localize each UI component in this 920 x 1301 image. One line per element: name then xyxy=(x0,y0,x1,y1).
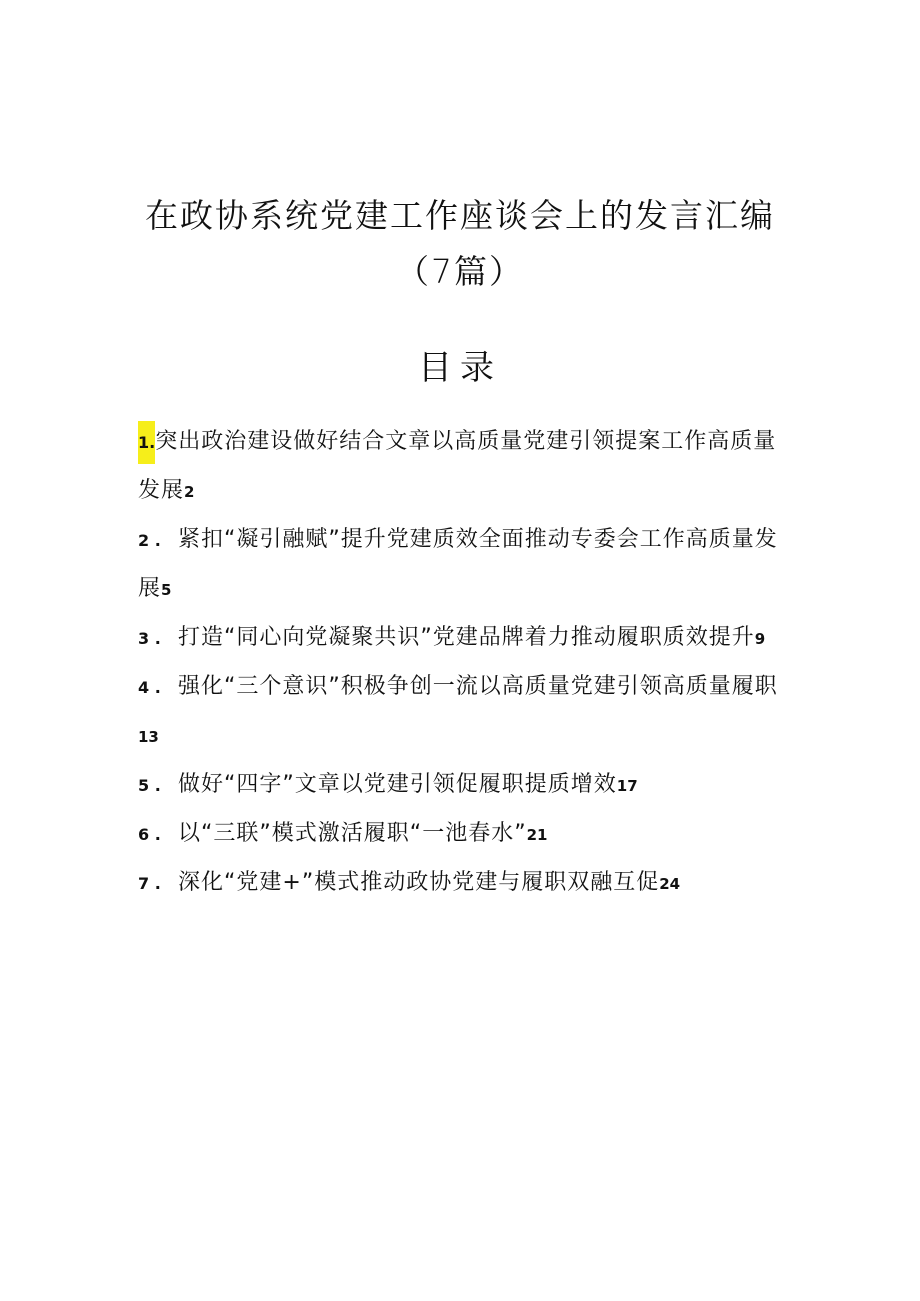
toc-item-text: 突出政治建设做好结合文章以高质量党建引领提案工作高质量发展 xyxy=(138,429,777,503)
toc-item-number: 4 . xyxy=(138,678,161,697)
toc-item-2[interactable] xyxy=(138,516,788,614)
toc-heading: 目录 xyxy=(418,348,502,388)
toc-item-text: 紧扣“凝引融赋”提升党建质效全面推动专委会工作高质量发展 xyxy=(138,527,778,601)
toc-item-text: 深化“党建+”模式推动政协党建与履职双融互促 xyxy=(178,870,660,895)
toc-item-number: 7 . xyxy=(138,874,161,893)
toc-item-page: 13 xyxy=(138,728,159,746)
table-of-contents xyxy=(138,418,788,908)
toc-item-page: 9 xyxy=(754,630,766,648)
document-title: 在政协系统党建工作座谈会上的发言汇编 xyxy=(145,196,775,235)
toc-item-text: 做好“四字”文章以党建引领促履职提质增效 xyxy=(178,772,617,797)
toc-item-text: 以“三联”模式激活履职“一池春水” xyxy=(178,821,527,846)
toc-item-text: 强化“三个意识”积极争创一流以高质量党建引领高质量履职 xyxy=(178,674,778,699)
toc-item-number: 1. xyxy=(138,421,155,464)
toc-item-number: 3 . xyxy=(138,629,161,648)
toc-item-number: 5 . xyxy=(138,776,161,795)
toc-item-page: 2 xyxy=(184,483,195,501)
toc-item-7[interactable] xyxy=(138,859,788,908)
toc-item-6[interactable] xyxy=(138,810,788,859)
toc-item-number: 2 . xyxy=(138,531,161,550)
document-subtitle: （7篇） xyxy=(396,252,524,291)
toc-item-page: 17 xyxy=(616,777,638,795)
toc-item-page: 24 xyxy=(659,875,681,893)
toc-item-5[interactable] xyxy=(138,761,788,810)
toc-item-1[interactable] xyxy=(138,418,788,516)
toc-item-3[interactable] xyxy=(138,614,788,663)
toc-item-page: 21 xyxy=(526,826,548,844)
toc-item-4[interactable] xyxy=(138,663,788,761)
toc-item-text: 打造“同心向党凝聚共识”党建品牌着力推动履职质效提升 xyxy=(178,625,755,650)
toc-item-page: 5 xyxy=(161,581,172,599)
toc-item-number: 6 . xyxy=(138,825,161,844)
